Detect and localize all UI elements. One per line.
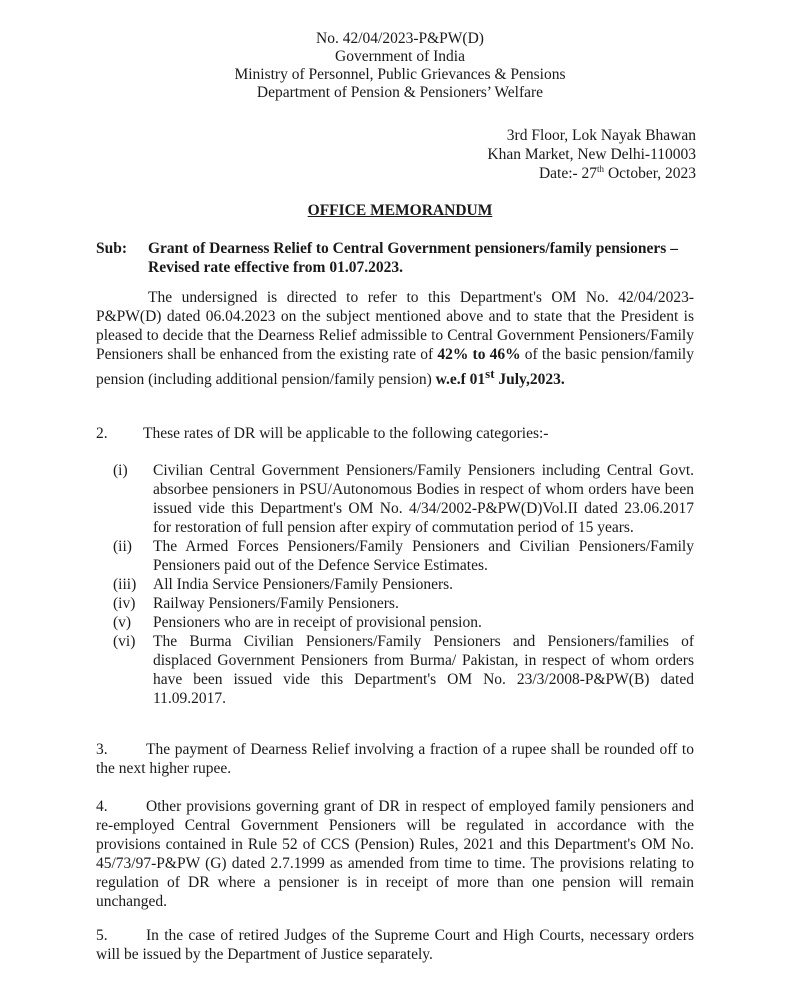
list-item (113, 594, 694, 613)
list-marker: (iv) (113, 595, 136, 612)
paragraph-number: 4. (96, 798, 108, 815)
paragraph-number: 2. (96, 425, 108, 442)
paragraph-1 (96, 288, 694, 389)
list-item-text: Civilian Central Government Pensioners/Family Pensioners including Central Govt. absorbee pensioners in PSU/Autonomous Bodies in respect of whom orders have been issued vide this Department's OM No. 4/34/2002-P&PW(D)Vol.II dated 23.06.2017 for restoration of full pension after expiry of commutation period of 15 years. (153, 462, 694, 536)
department-name: Department of Pension & Pensioners’ Welfare (256, 84, 544, 101)
subject-label: Sub: (96, 240, 128, 257)
list-item (113, 461, 694, 537)
list-marker: (iii) (113, 576, 137, 593)
date-prefix: Date:- 27 (538, 165, 598, 182)
document-title: OFFICE MEMORANDUM (307, 202, 493, 219)
paragraph-2-intro (96, 424, 694, 443)
list-marker: (v) (113, 614, 132, 631)
subject-line (96, 239, 706, 277)
address-block (420, 126, 696, 183)
paragraph-number: 3. (96, 741, 108, 758)
paragraph-1-text-b: of the basic pension/family pension (including additional pension/family pension) (96, 346, 694, 389)
list-item (113, 537, 694, 575)
list-marker: (ii) (113, 538, 132, 555)
government-name: Government of India (335, 48, 465, 65)
paragraph-3 (96, 740, 694, 778)
document-date (420, 164, 696, 183)
effective-date-suffix: July,2023. (494, 371, 565, 389)
list-item-text: The Armed Forces Pensioners/Family Pensioners and Civilian Pensioners/Family Pensioners paid out of the Defence Service Estimates. (153, 538, 694, 574)
list-marker: (i) (113, 462, 128, 479)
paragraph-number: 5. (96, 927, 108, 944)
list-item (113, 613, 694, 632)
ministry-name: Ministry of Personnel, Public Grievances & Pensions (234, 66, 566, 83)
paragraph-4-text: Other provisions governing grant of DR in respect of employed family pensioners and re-employed Central Government Pensioners will be regulated in accordance with the provisions contained in Rule 52 of CCS (Pension) Rules, 2021 and this Department's OM No. 45/73/97-P&PW (G) dated 2.7.1999 as amended from time to time. The provisions relating to regulation of DR where a pensioner is in receipt of more than one pension will remain unchanged. (96, 798, 694, 910)
list-marker: (vi) (113, 633, 136, 650)
effective-date-prefix: w.e.f 01 (435, 371, 486, 389)
paragraph-5 (96, 926, 694, 964)
subject-text: Grant of Dearness Relief to Central Government pensioners/family pensioners – Revised rate effective from 01.07.2023. (148, 240, 678, 276)
paragraph-5-text: In the case of retired Judges of the Supreme Court and High Courts, necessary orders will be issued by the Department of Justice separately. (96, 927, 694, 963)
paragraph-2-text: These rates of DR will be applicable to the following categories:- (143, 425, 549, 442)
list-item-text: Railway Pensioners/Family Pensioners. (153, 595, 399, 612)
paragraph-3-text: The payment of Dearness Relief involving a fraction of a rupee shall be rounded off to the next higher rupee. (96, 741, 694, 777)
category-list (113, 461, 694, 708)
list-item (113, 575, 694, 594)
paragraph-4 (96, 797, 694, 911)
address-line-1: 3rd Floor, Lok Nayak Bhawan (506, 127, 696, 144)
effective-date-superscript: st (485, 366, 495, 381)
file-number: No. 42/04/2023-P&PW(D) (316, 30, 484, 47)
list-item-text: Pensioners who are in receipt of provisional pension. (153, 614, 482, 631)
date-suffix: October, 2023 (604, 165, 696, 182)
date-superscript: th (597, 164, 605, 174)
document-header (150, 30, 650, 102)
list-item-text: All India Service Pensioners/Family Pensioners. (153, 576, 454, 593)
dr-rate: 42% to 46% (437, 346, 521, 363)
paragraph-1-text: The undersigned is directed to refer to this Department's OM No. 42/04/2023-P&PW(D) dated 06.04.2023 on the subject mentioned above and to state that the President is pleased to decide that the Dearness Relief admissible to Central Government Pensioners/Family Pensioners shall be enhanced from the existing rate of (96, 289, 694, 363)
effective-date (435, 366, 565, 389)
address-line-2: Khan Market, New Delhi-110003 (487, 146, 696, 163)
list-item-text: The Burma Civilian Pensioners/Family Pensioners and Pensioners/families of displaced Government Pensioners from Burma/ Pakistan, in respect of whom orders have been issued vide this Department's OM No. 23/3/2008-P&PW(B) dated 11.09.2017. (153, 633, 694, 707)
list-item (113, 632, 694, 708)
